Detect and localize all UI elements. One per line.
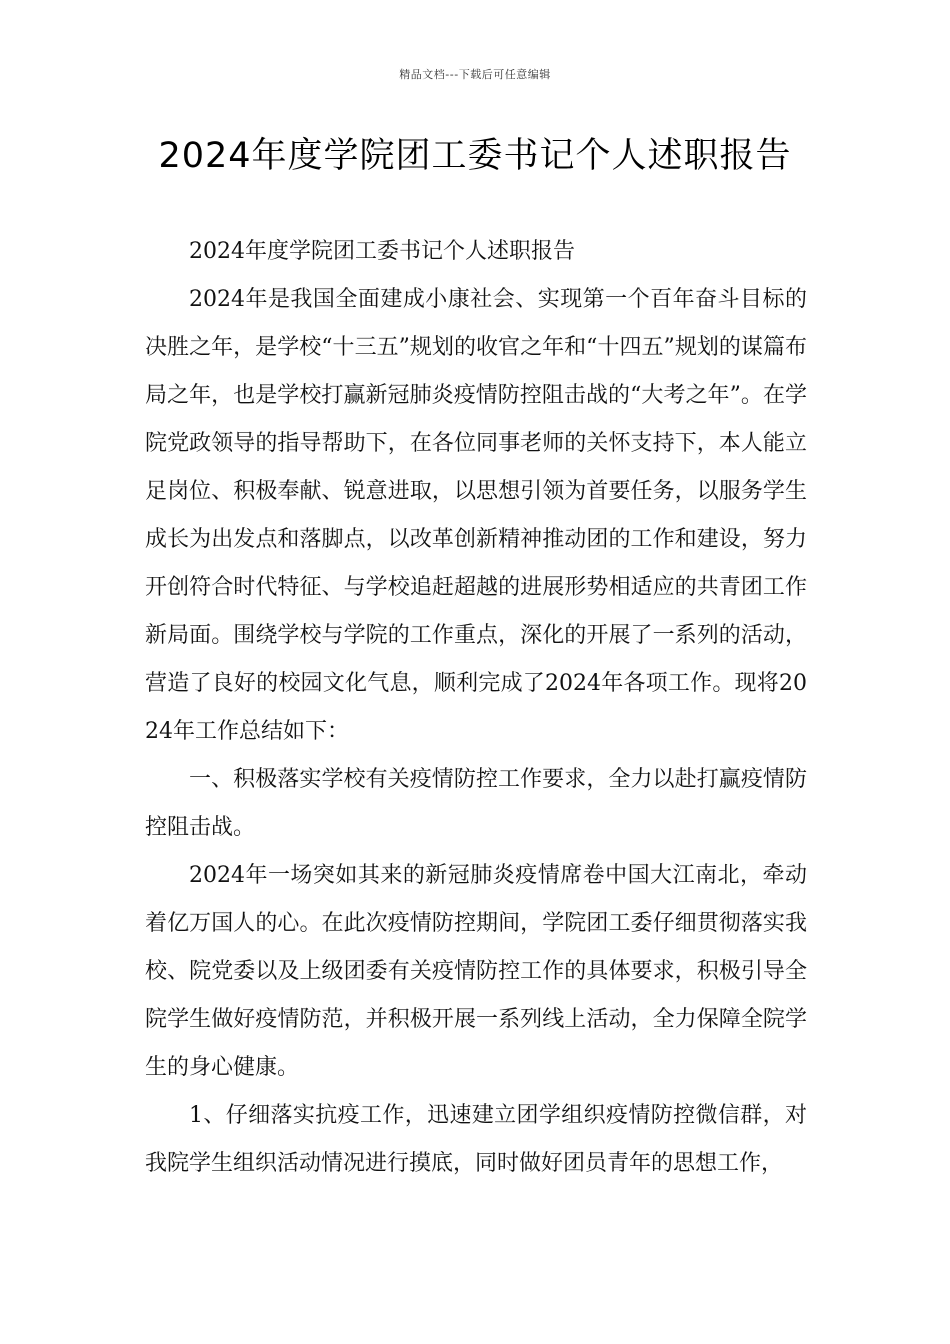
paragraph-subtitle: 2024年度学院团工委书记个人述职报告	[189, 239, 575, 264]
paragraph-section-heading: 一、积极落实学校有关疫情防控工作要求，全力以赴打赢疫情防控阻击战。	[145, 767, 807, 840]
paragraph-item-1: 1、仔细落实抗疫工作，迅速建立团学组织疫情防控微信群，对我院学生组织活动情况进行摸底，同时做好团员青年的思想工作，	[145, 1103, 807, 1176]
document-body	[145, 228, 807, 1188]
paragraph-intro: 2024年是我国全面建成小康社会、实现第一个百年奋斗目标的决胜之年，是学校“十三五”规划的收官之年和“十四五”规划的谋篇布局之年，也是学校打赢新冠肺炎疫情防控阻击战的“大考之年”。在学院党政领导的指导帮助下，在各位同事老师的关怀支持下，本人能立足岗位、积极奉献、锐意进取，以思想引领为首要任务，以服务学生成长为出发点和落脚点，以改革创新精神推动团的工作和建设，努力开创符合时代特征、与学校追赶超越的进展形势相适应的共青团工作新局面。围绕学校与学院的工作重点，深化的开展了一系列的活动，营造了良好的校园文化气息，顺利完成了2024年各项工作。现将2024年工作总结如下：	[145, 287, 807, 744]
document-title: 2024年度学院团工委书记个人述职报告	[158, 136, 792, 176]
paragraph-epidemic: 2024年一场突如其来的新冠肺炎疫情席卷中国大江南北，牵动着亿万国人的心。在此次疫情防控期间，学院团工委仔细贯彻落实我校、院党委以及上级团委有关疫情防控工作的具体要求，积极引导全院学生做好疫情防范，并积极开展一系列线上活动，全力保障全院学生的身心健康。	[145, 863, 807, 1080]
header-note: 精品文档---下载后可任意编辑	[399, 68, 551, 81]
